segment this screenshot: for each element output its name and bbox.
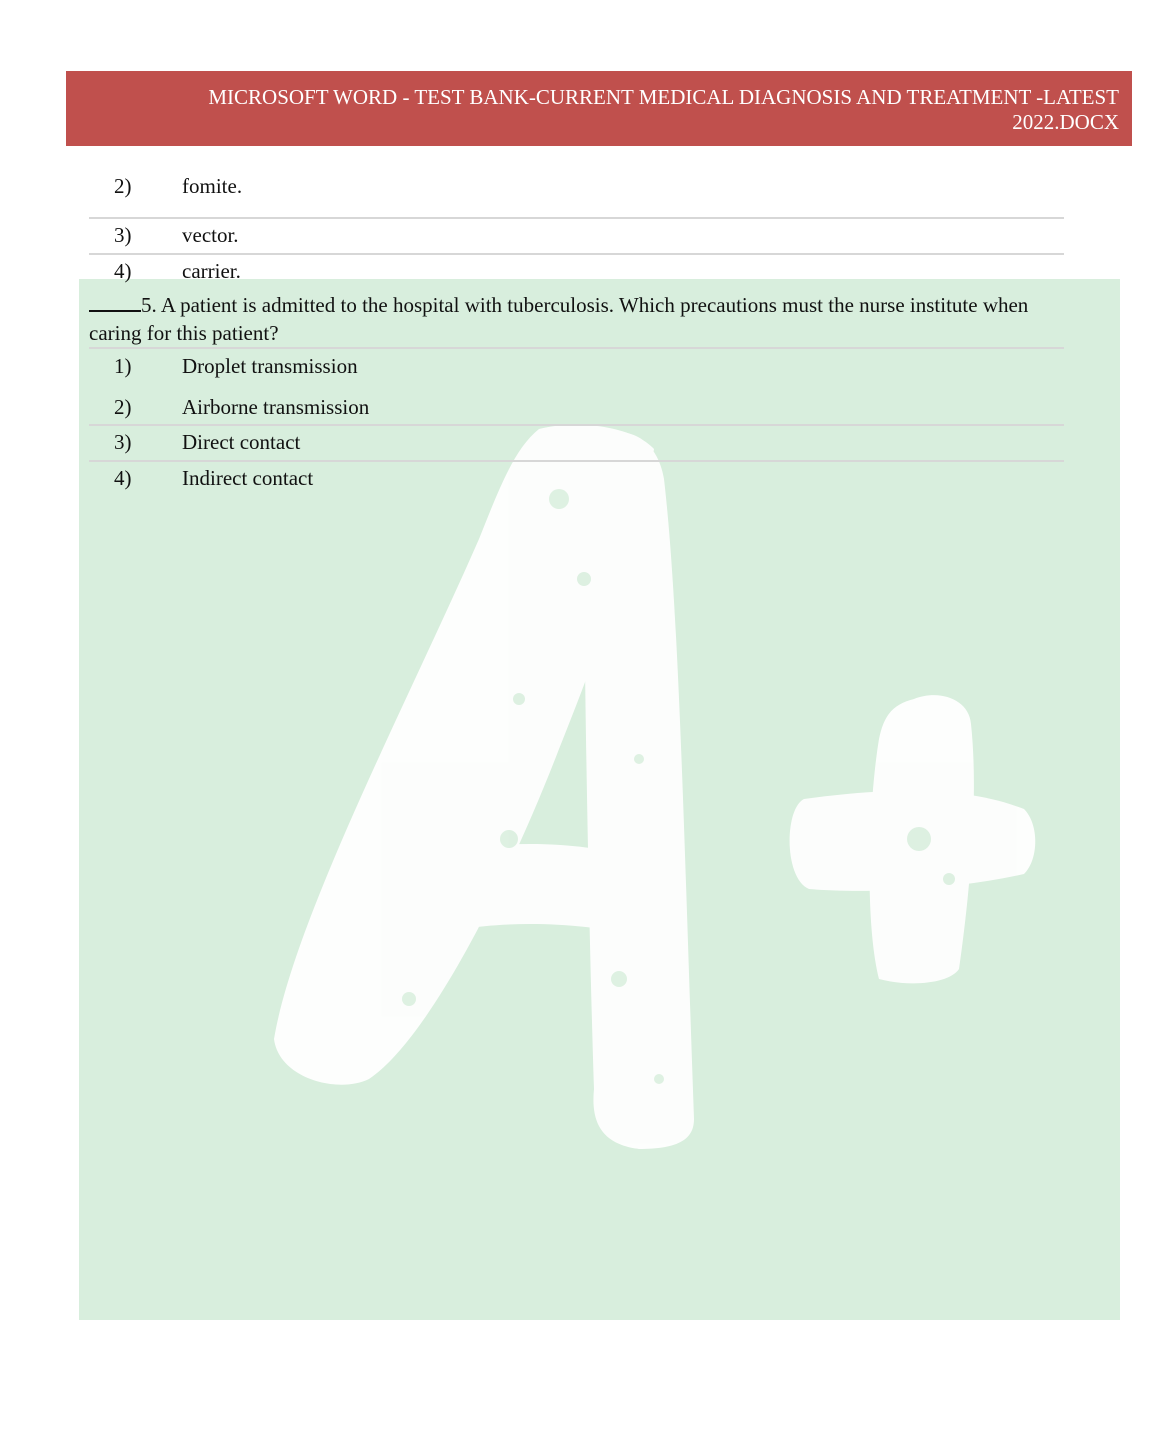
answer-option [0,464,1170,492]
answer-option [0,428,1170,456]
option-number: 2) [114,174,132,198]
table-divider [89,253,1064,255]
table-divider [89,424,1064,426]
option-text: vector. [182,223,239,247]
question-text: 5. A patient is admitted to the hospital with tuberculosis. Which precautions must the nurse institute when caring for this patient? [89,293,1029,345]
document-title: MICROSOFT WORD - TEST BANK-CURRENT MEDICAL DIAGNOSIS AND TREATMENT -LATEST 2022.DOCX [208,85,1119,134]
option-number: 2) [114,395,132,419]
answer-option [0,257,1170,285]
document-header [66,71,1132,146]
option-text: Airborne transmission [182,395,370,419]
answer-option [0,352,1170,380]
option-text: Indirect contact [182,466,314,490]
table-divider [89,217,1064,219]
option-number: 1) [114,354,132,378]
option-number: 4) [114,259,132,283]
table-divider [89,347,1064,349]
answer-option [0,221,1170,249]
option-text: carrier. [182,259,241,283]
answer-option [0,172,1170,200]
answer-option [0,393,1170,421]
option-text: Direct contact [182,430,301,454]
answer-blank [89,292,141,312]
option-number: 4) [114,466,132,490]
table-divider [89,460,1064,462]
option-text: fomite. [182,174,243,198]
question-stem [89,291,1049,347]
option-number: 3) [114,223,132,247]
option-number: 3) [114,430,132,454]
option-text: Droplet transmission [182,354,358,378]
